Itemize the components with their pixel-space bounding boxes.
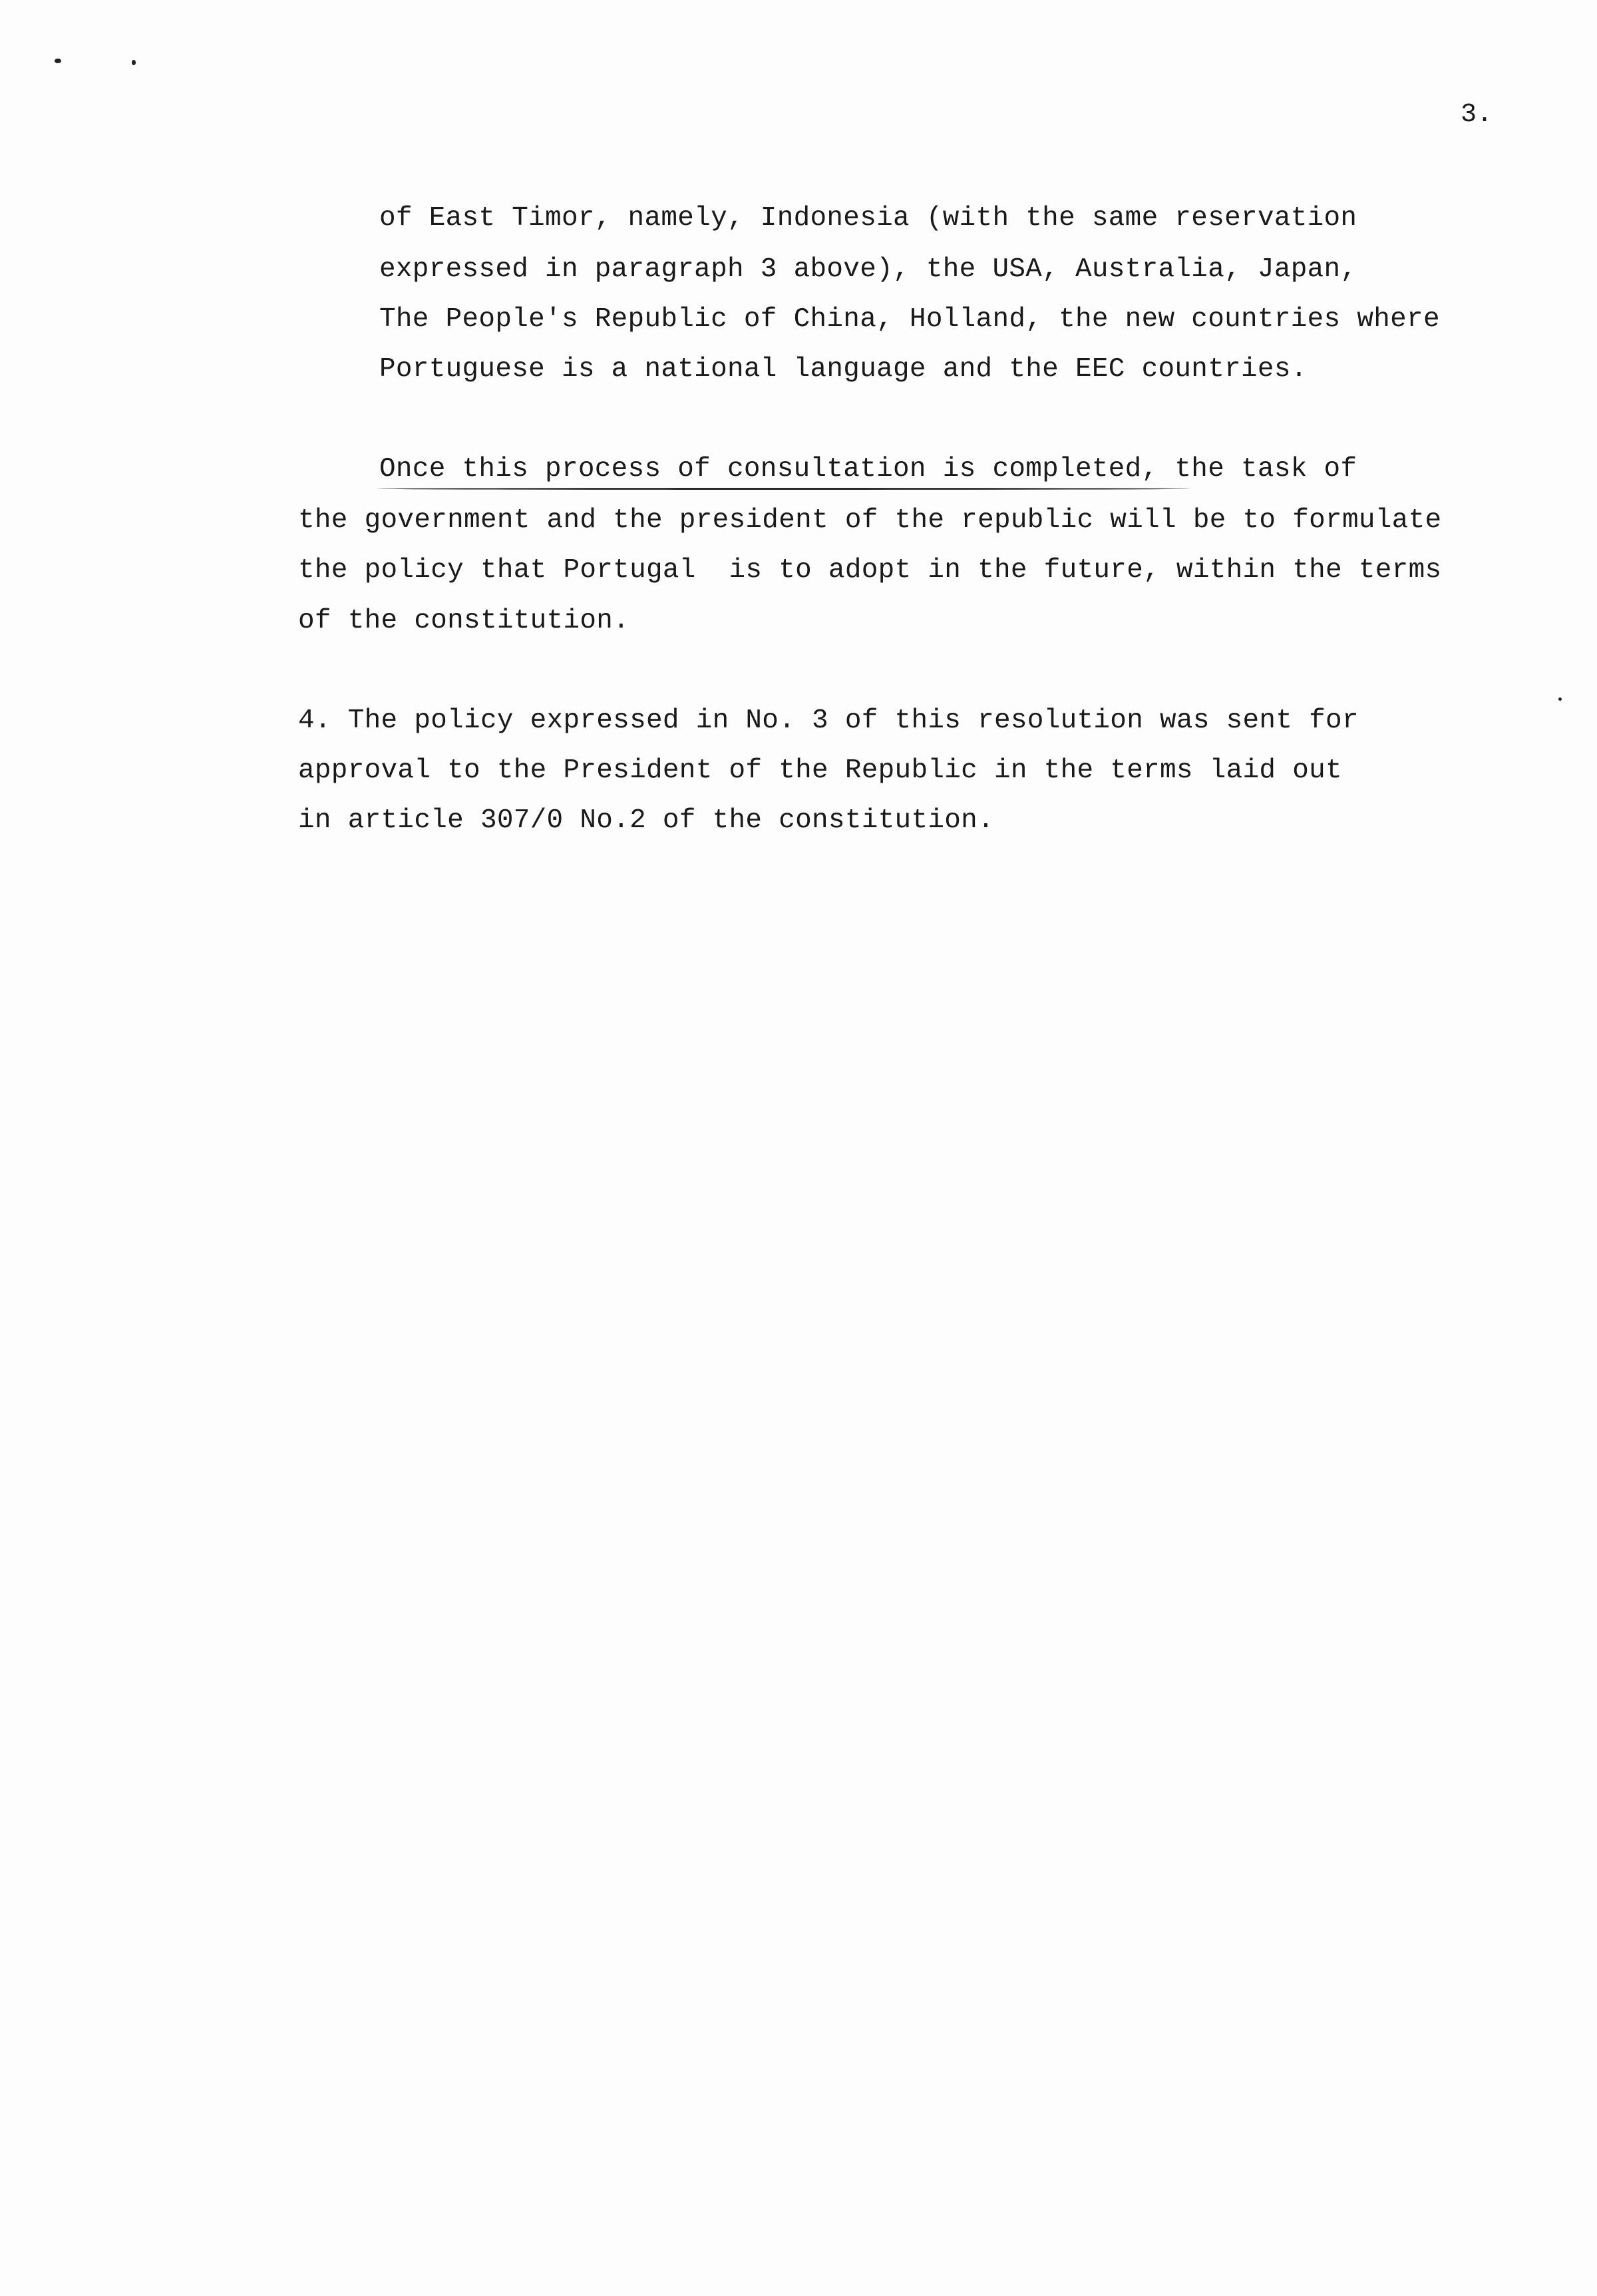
text-line: expressed in paragraph 3 above), the USA, Australia, Japan, [379,254,1357,285]
text-line: the government and the president of the republic will be to formulate [298,505,1442,536]
text-line: of the constitution. [298,606,630,636]
page-number: 3. [1461,100,1493,130]
text-line: of East Timor, namely, Indonesia (with the same reservation [379,203,1357,234]
scan-speck [1558,697,1562,701]
text-line: in article 307/0 No.2 of the constitution. [298,805,994,836]
text-line: Portuguese is a national language and the EEC countries. [379,354,1308,385]
scan-speck [132,60,136,65]
scan-speck [55,59,61,63]
text-line: approval to the President of the Republic in the terms laid out [298,755,1342,786]
text-line: the policy that Portugal is to adopt in the future, within the terms [298,555,1442,586]
text-line: Once this process of consultation is completed, the task of [379,454,1357,484]
text-line: 4. The policy expressed in No. 3 of this resolution was sent for [298,705,1359,736]
text-line: The People's Republic of China, Holland, the new countries where [379,304,1440,335]
handwritten-underline [377,488,1190,490]
